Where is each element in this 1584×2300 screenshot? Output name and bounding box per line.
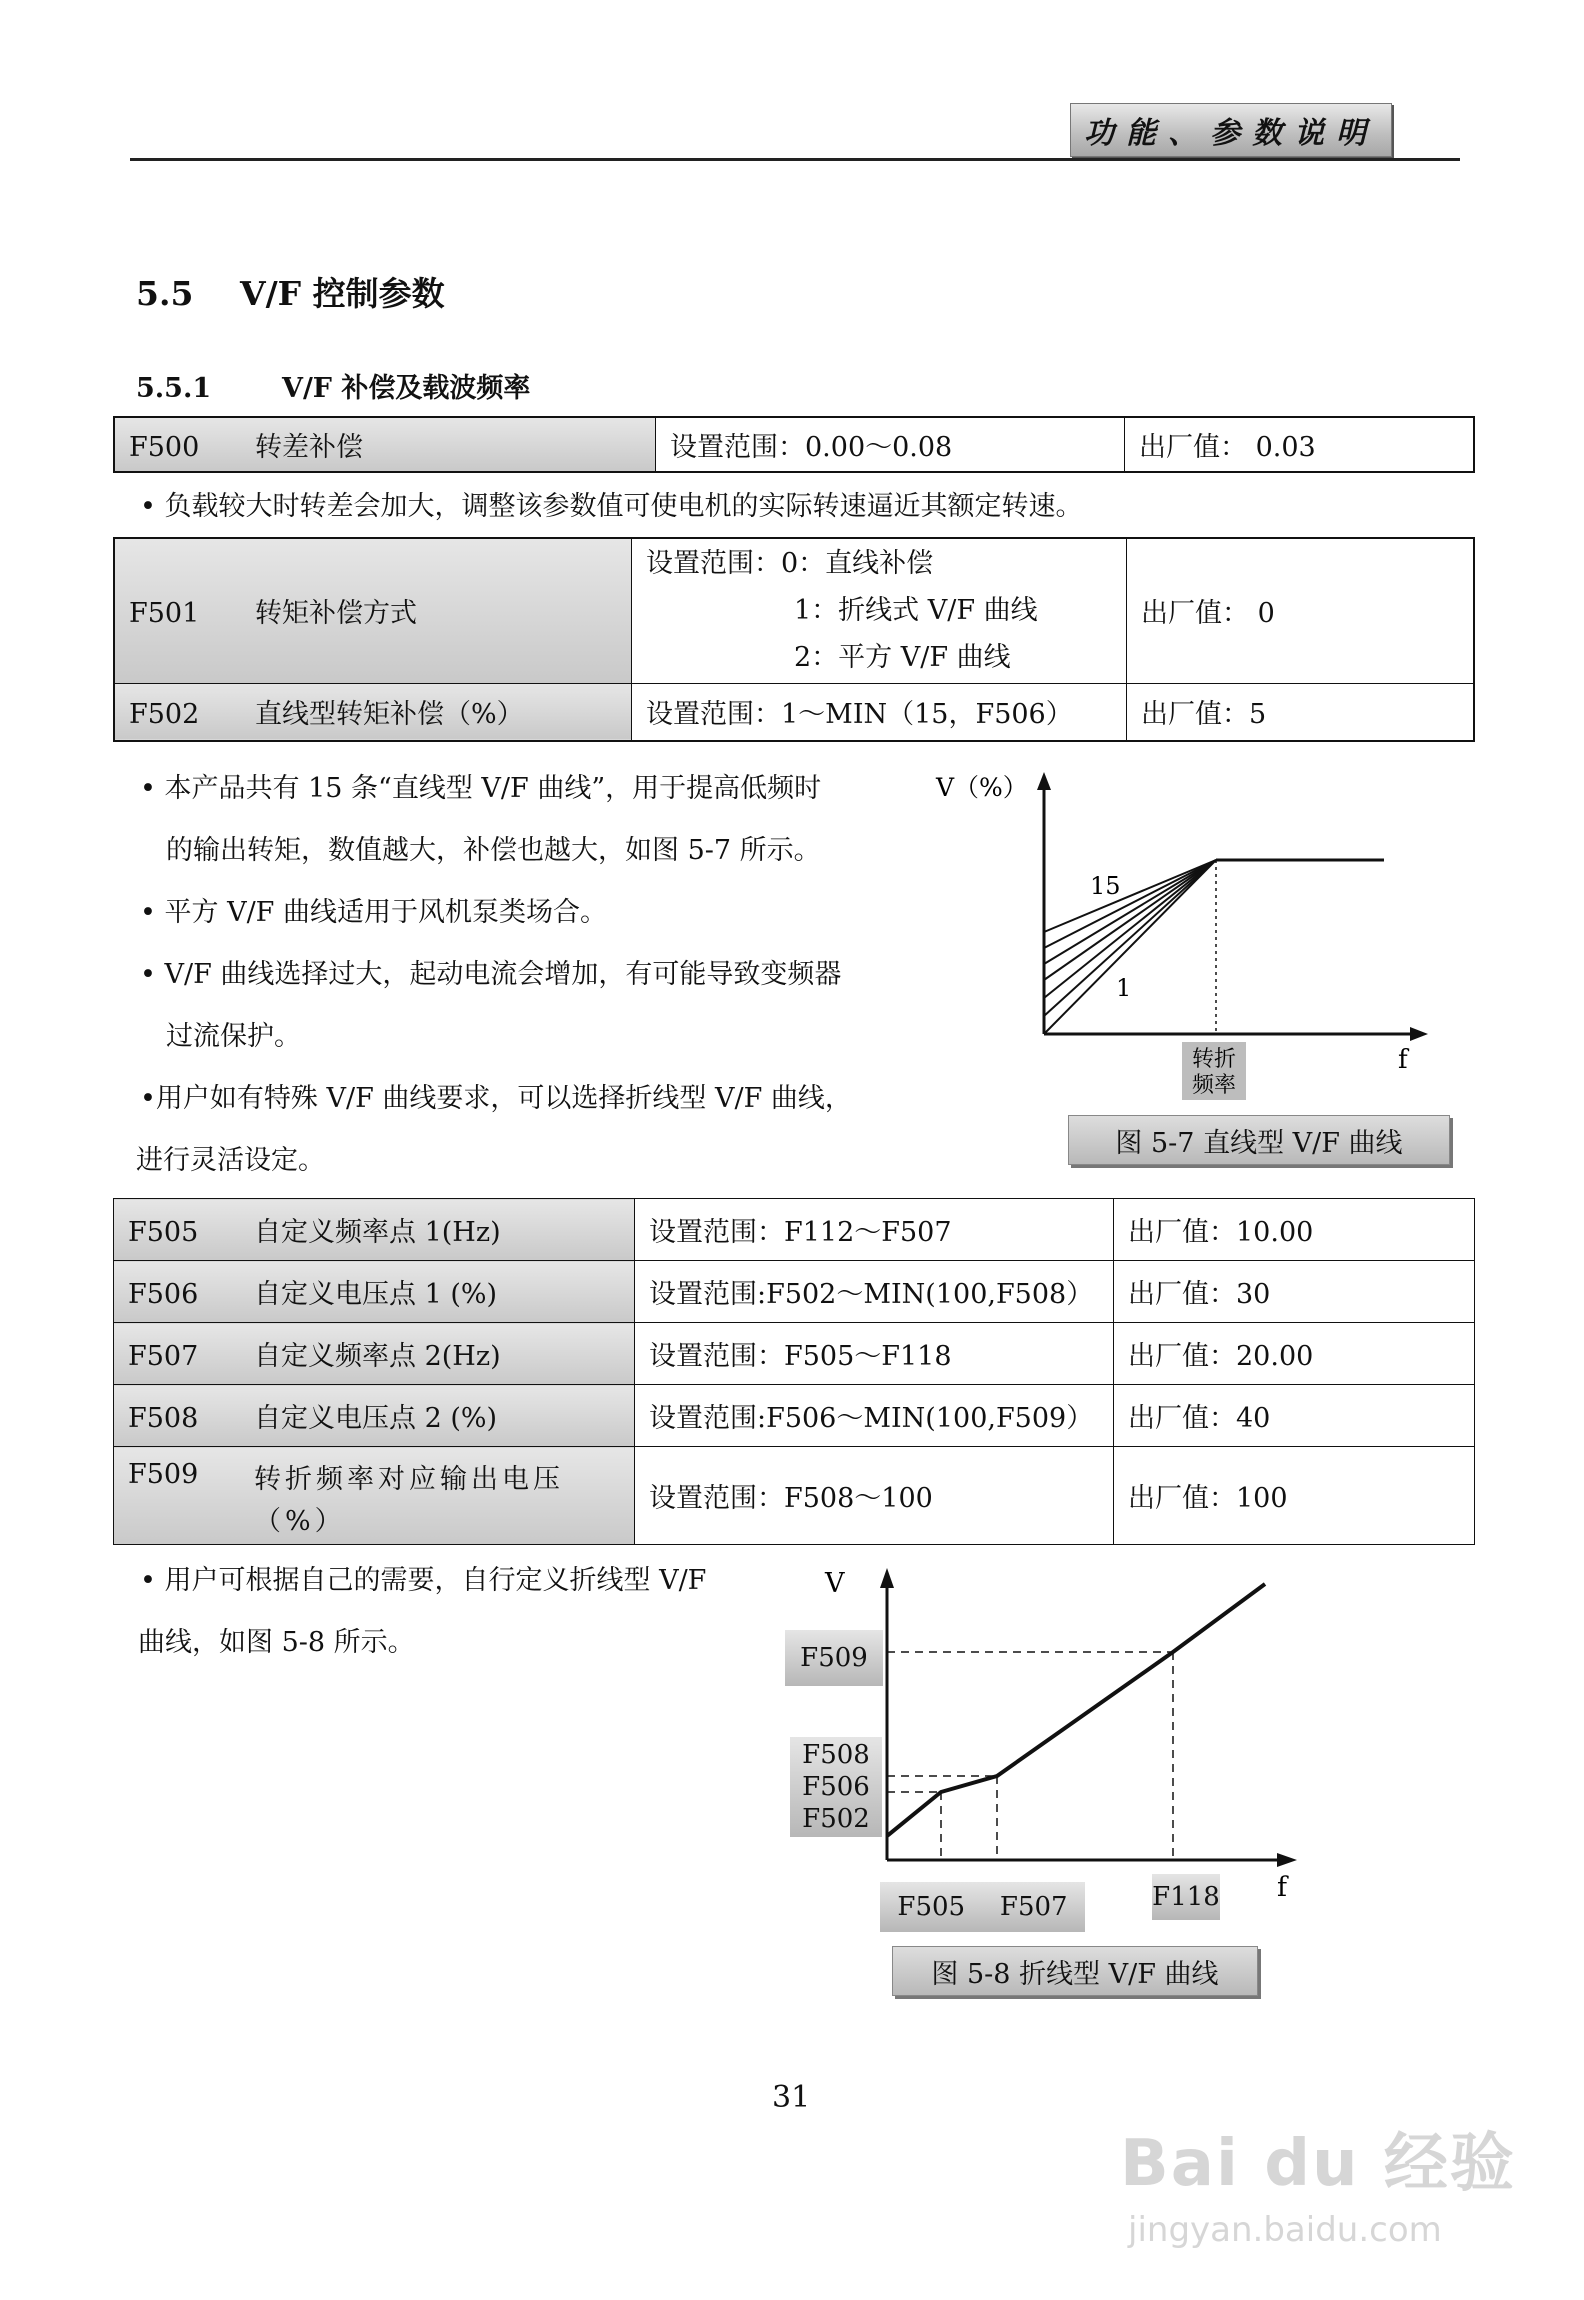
table-row <box>114 1385 1475 1447</box>
caption-text: 图 5-8 折线型 V/F 曲线 <box>931 1958 1219 1990</box>
label-f118: F118 <box>1152 1874 1220 1920</box>
header-rule <box>130 158 1460 161</box>
break-label-1: 转折 <box>1191 1047 1237 1072</box>
param-name-cell <box>114 683 632 741</box>
param-name-line: （%） <box>254 1506 346 1537</box>
param-code: F509 <box>128 1459 199 1490</box>
param-range: 设置范围：F112～F507 <box>635 1199 1114 1261</box>
linear-vf-diagram <box>920 770 1480 1100</box>
note-custom-curve <box>140 1550 780 1674</box>
param-table-custom-points <box>113 1198 1475 1545</box>
param-name-cell <box>114 417 656 472</box>
table-row <box>114 538 1474 683</box>
chapter-header-badge <box>1070 103 1392 157</box>
label-y-values <box>790 1737 882 1837</box>
param-name-cell <box>114 1261 635 1323</box>
table-row <box>114 417 1474 472</box>
table-row <box>114 1447 1475 1545</box>
param-range: 设置范围:F502～MIN(100,F508） <box>635 1261 1114 1323</box>
param-name: 自定义电压点 2 (%) <box>254 1403 498 1434</box>
range-option-0: 设置范围：0：直线补偿 <box>646 548 934 580</box>
param-table-f500 <box>113 416 1475 473</box>
param-name-cell <box>114 538 632 683</box>
figure-5-8-caption <box>892 1946 1258 1996</box>
break-label-2: 频率 <box>1191 1073 1237 1098</box>
list-item: • V/F 曲线选择过大，起动电流会增加，有可能导致变频器 <box>140 959 842 990</box>
list-item: 过流保护。 <box>166 1021 301 1052</box>
caption-text: 图 5-7 直线型 V/F 曲线 <box>1115 1127 1403 1159</box>
param-default: 出厂值： 0 <box>1127 538 1475 683</box>
curve-label-1: 1 <box>1116 974 1132 1002</box>
f-axis-arrow <box>1410 1027 1428 1041</box>
param-range: 设置范围:F506～MIN(100,F509） <box>635 1385 1114 1447</box>
param-default: 出厂值：20.00 <box>1114 1323 1475 1385</box>
range-option-1: 1：折线式 V/F 曲线 <box>794 595 1038 627</box>
param-table-f501-f502 <box>113 537 1475 742</box>
label-f506: F506 <box>802 1772 870 1802</box>
param-default: 出厂值： 0.03 <box>1125 417 1475 472</box>
vf-line-1 <box>1044 860 1216 1034</box>
param-range: 设置范围：0.00～0.08 <box>656 417 1125 472</box>
watermark-url: jingyan.baidu.com <box>1128 2210 1442 2250</box>
f-axis-arrow <box>1277 1853 1297 1867</box>
label-x-values <box>880 1882 1085 1932</box>
table-row <box>114 683 1474 741</box>
param-name: 自定义频率点 1(Hz) <box>254 1217 501 1248</box>
param-range-multi <box>632 538 1127 683</box>
param-range: 设置范围：F505～F118 <box>635 1323 1114 1385</box>
label-f509: F509 <box>785 1630 883 1686</box>
param-name: 自定义频率点 2(Hz) <box>254 1341 501 1372</box>
param-name-line: 转折频率对应输出电压 <box>254 1464 564 1495</box>
table-row <box>114 1323 1475 1385</box>
param-name: 直线型转矩补偿（%） <box>255 699 524 731</box>
subsection-heading <box>136 366 530 405</box>
vf-line <box>1044 860 1216 948</box>
label-f508: F508 <box>802 1740 870 1770</box>
x-axis-label: f <box>1277 1872 1287 1903</box>
vf-polyline <box>887 1584 1265 1836</box>
y-axis-label: V <box>825 1568 845 1599</box>
param-code: F502 <box>129 699 200 731</box>
param-default: 出厂值：30 <box>1114 1261 1475 1323</box>
param-default: 出厂值：10.00 <box>1114 1199 1475 1261</box>
param-name-cell <box>114 1323 635 1385</box>
vf-line <box>1044 860 1216 980</box>
list-item: •用户如有特殊 V/F 曲线要求，可以选择折线型 V/F 曲线， <box>140 1083 852 1114</box>
v-axis-arrow <box>880 1568 894 1588</box>
param-code: F505 <box>128 1217 199 1248</box>
bullet-list <box>136 758 920 1192</box>
param-default: 出厂值：5 <box>1127 683 1475 741</box>
list-item: 曲线，如图 5-8 所示。 <box>138 1627 415 1658</box>
param-name-cell <box>114 1199 635 1261</box>
chapter-header-title: 功能、参数说明 <box>1084 116 1378 151</box>
curve-label-15: 15 <box>1090 872 1121 900</box>
subsection-title: V/F 补偿及载波频率 <box>282 373 531 404</box>
param-name <box>254 1459 594 1543</box>
list-item: • 用户可根据自己的需要，自行定义折线型 V/F <box>140 1565 707 1596</box>
y-axis-label: V（%） <box>936 773 1028 802</box>
table-row <box>114 1261 1475 1323</box>
subsection-number: 5.5.1 <box>136 373 212 404</box>
list-item: • 本产品共有 15 条“直线型 V/F 曲线”，用于提高低频时 <box>140 773 822 804</box>
section-number: 5.5 <box>136 274 194 313</box>
param-code: F500 <box>129 432 200 463</box>
range-option-2: 2：平方 V/F 曲线 <box>794 642 1011 674</box>
label-f502: F502 <box>802 1804 870 1834</box>
param-name-cell <box>114 1385 635 1447</box>
section-heading <box>136 268 445 315</box>
param-default: 出厂值：100 <box>1114 1447 1475 1545</box>
param-range: 设置范围：F508～100 <box>635 1447 1114 1545</box>
param-code: F508 <box>128 1403 199 1434</box>
label-f507: F507 <box>999 1892 1068 1922</box>
list-item: 进行灵活设定。 <box>136 1145 325 1176</box>
figure-5-7-caption <box>1068 1115 1450 1165</box>
table-row <box>114 1199 1475 1261</box>
param-default: 出厂值：40 <box>1114 1385 1475 1447</box>
param-name-cell <box>114 1447 635 1545</box>
list-item: • 平方 V/F 曲线适用于风机泵类场合。 <box>140 897 608 928</box>
param-name: 自定义电压点 1 (%) <box>254 1279 498 1310</box>
note-slip: • 负载较大时转差会加大，调整该参数值可使电机的实际转速逼近其额定转速。 <box>140 491 1083 522</box>
x-axis-label: f <box>1398 1045 1408 1075</box>
param-name: 转矩补偿方式 <box>255 598 417 630</box>
watermark-logo: Bai du 经验 <box>1120 2127 1516 2201</box>
page-number: 31 <box>772 2080 811 2115</box>
v-axis-arrow <box>1037 772 1051 790</box>
param-code: F501 <box>129 598 200 630</box>
param-code: F507 <box>128 1341 199 1372</box>
param-code: F506 <box>128 1279 199 1310</box>
label-f505: F505 <box>897 1892 966 1922</box>
section-title: V/F 控制参数 <box>240 274 445 313</box>
param-name: 转差补偿 <box>255 432 363 463</box>
list-item: 的输出转矩，数值越大，补偿也越大，如图 5-7 所示。 <box>166 835 821 866</box>
param-range: 设置范围：1～MIN（15，F506） <box>632 683 1127 741</box>
figure-5-7 <box>920 770 1480 1100</box>
